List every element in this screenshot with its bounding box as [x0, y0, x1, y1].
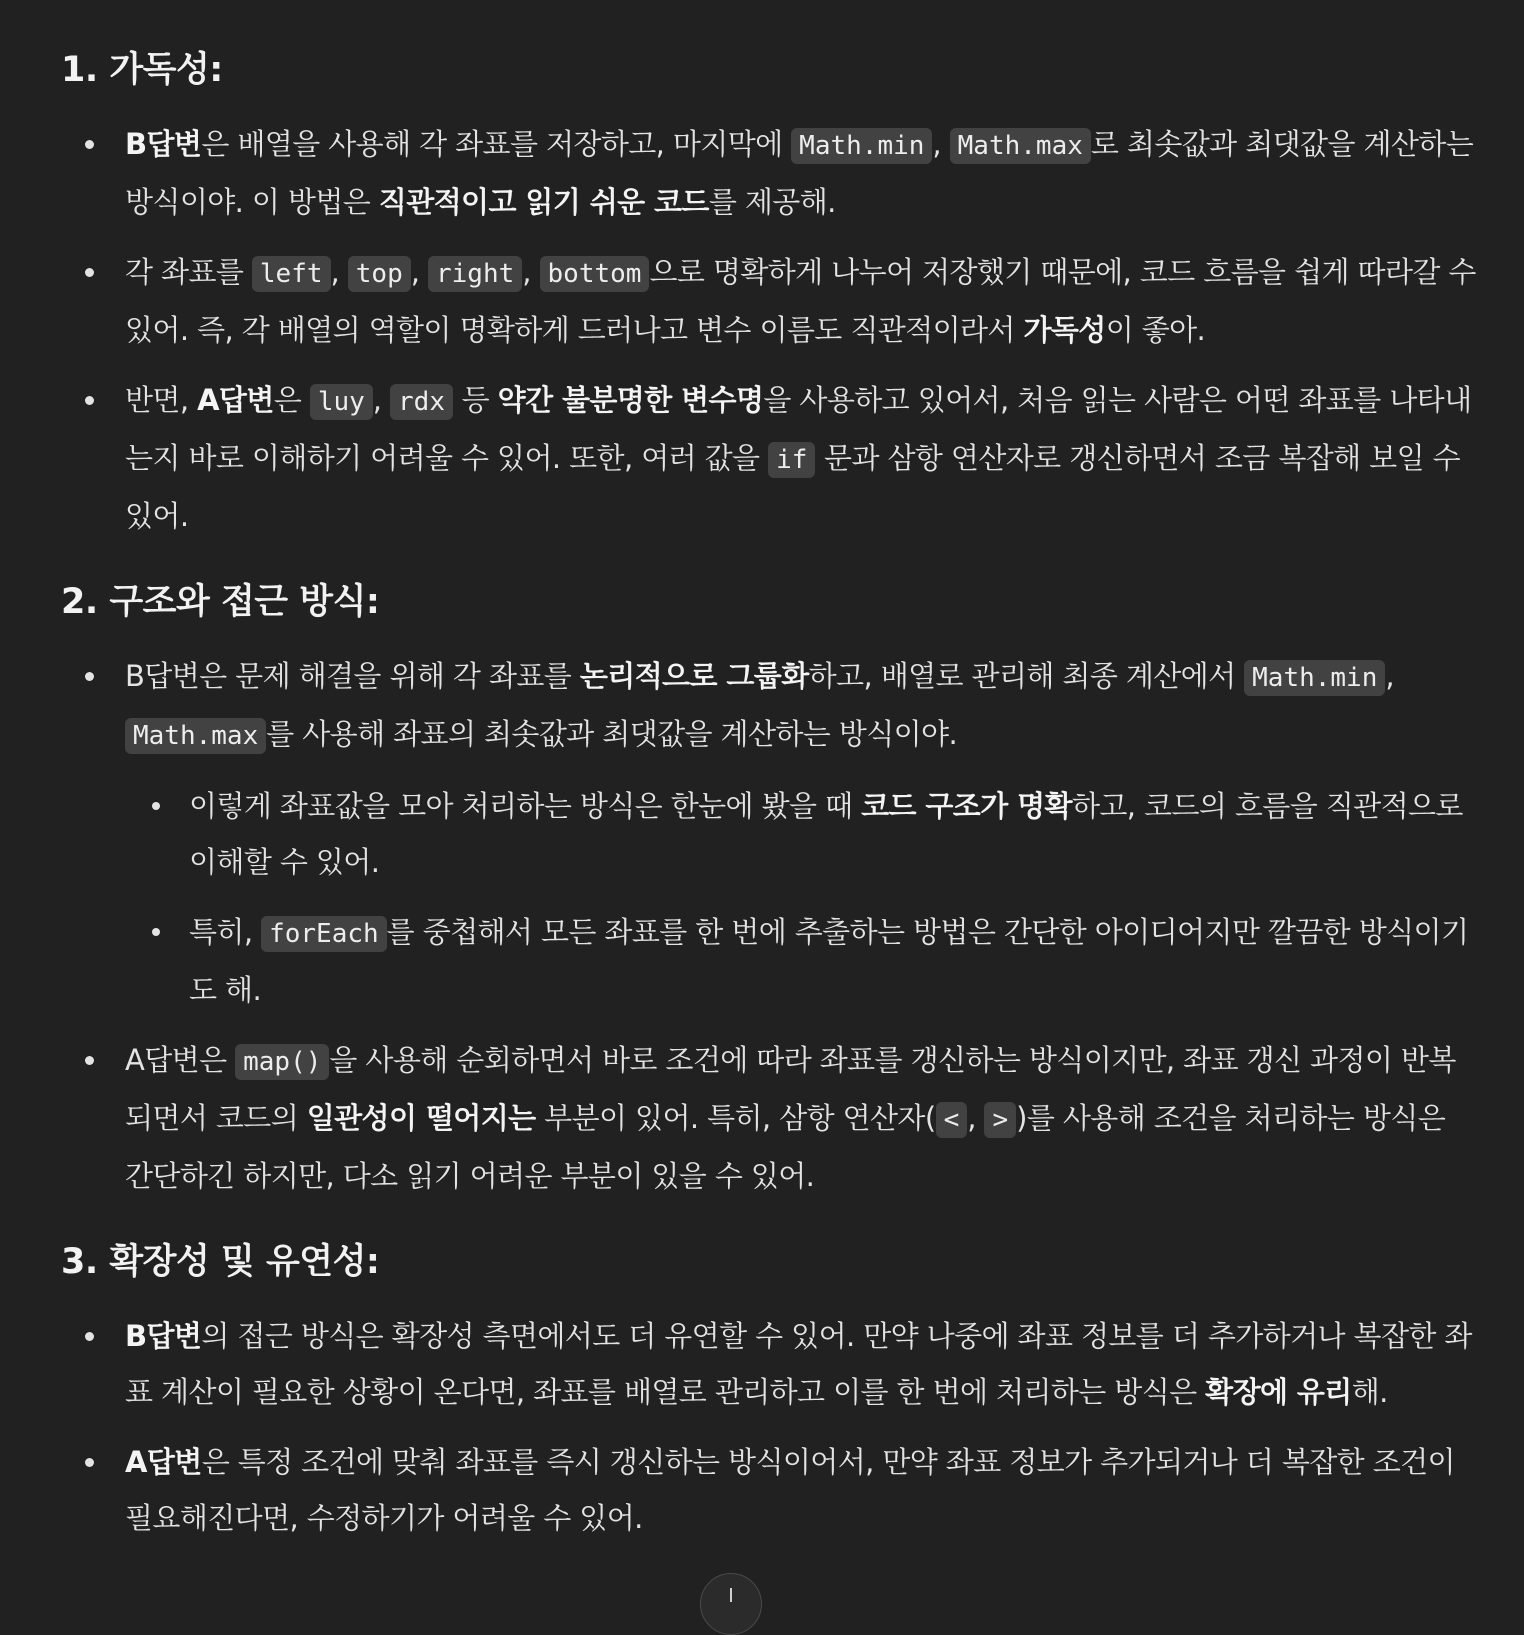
text: B답변은 문제 해결을 위해 각 좌표를: [125, 659, 580, 693]
bold-text: A답변: [125, 1445, 202, 1479]
section-heading: 2. 구조와 접근 방식:: [61, 582, 380, 622]
text: ,: [410, 255, 428, 289]
text: ,: [522, 255, 540, 289]
list-item: [125, 904, 1481, 1018]
text: 하고, 코드의 흐름을 직관적으로 이해할 수 있어.: [189, 789, 1463, 879]
text: ,: [967, 1101, 985, 1135]
inline-code: <: [936, 1102, 968, 1138]
text: 특히,: [189, 915, 262, 949]
inline-code: luy: [310, 384, 373, 420]
text: 을 사용하고 있어서, 처음 읽는 사람은 어떤 좌표를 나타내는지 바로 이해하기 어려울 수 있어. 또한, 여러 값을: [125, 383, 1472, 475]
bullet-list: [61, 1308, 1481, 1546]
inline-code: top: [348, 256, 411, 292]
text: 은 배열을 사용해 각 좌표를 저장하고, 마지막에: [201, 127, 792, 161]
inline-code: >: [984, 1102, 1016, 1138]
text: 를 사용해 좌표의 최솟값과 최댓값을 계산하는 방식이야.: [266, 717, 958, 751]
inline-code: bottom: [540, 256, 650, 292]
text: )를 사용해 조건을 처리하는 방식은 간단하긴 하지만, 다소 읽기 어려운 부분이 있을 수 있어.: [125, 1101, 1446, 1193]
text: A답변은: [125, 1043, 236, 1077]
section-heading: 1. 가독성:: [61, 50, 223, 90]
text: 의 접근 방식은 확장성 측면에서도 더 유연할 수 있어. 만약 나중에 좌표 정보를 더 추가하거나 복잡한 좌표 계산이 필요한 상황이 온다면, 좌표를 배열로 관리하고 이를 한 번에 처리하는 방식은: [125, 1319, 1472, 1409]
inline-code: map(): [235, 1044, 329, 1080]
arrow-down-icon: [730, 1588, 732, 1602]
inline-code: forEach: [261, 916, 387, 952]
list-item: [61, 1308, 1481, 1420]
text: 를 제공해.: [708, 185, 836, 219]
text: 해.: [1351, 1375, 1388, 1409]
inline-code: Math.min: [1244, 660, 1385, 696]
text: 문과 삼항 연산자로 갱신하면서 조금 복잡해 보일 수 있어.: [125, 441, 1461, 533]
bold-text: B답변: [125, 127, 202, 161]
text: 은 특정 조건에 맞춰 좌표를 즉시 갱신하는 방식이어서, 만약 좌표 정보가 추가되거나 더 복잡한 조건이 필요해진다면, 수정하기가 어려울 수 있어.: [125, 1445, 1455, 1535]
nested-bullet-list: [125, 778, 1481, 1018]
inline-code: left: [252, 256, 331, 292]
bullet-list: [61, 648, 1481, 1204]
text: ,: [932, 127, 950, 161]
text: ,: [1385, 659, 1394, 693]
bold-text: 확장에 유리: [1205, 1375, 1352, 1409]
text: 로 최솟값과 최댓값을 계산하는 방식이야. 이 방법은: [125, 127, 1474, 219]
section-structure: [61, 570, 1481, 1204]
text: 이 좋아.: [1105, 313, 1206, 347]
list-item: [61, 116, 1481, 230]
text: 으로 명확하게 나누어 저장했기 때문에, 코드 흐름을 쉽게 따라갈 수 있어. 즉, 각 배열의 역할이 명확하게 드러나고 변수 이름도 직관적이라서: [125, 255, 1476, 347]
text: 반면,: [125, 383, 198, 417]
list-item: [61, 1434, 1481, 1546]
scroll-to-bottom-button[interactable]: [700, 1573, 762, 1635]
response-content: [61, 38, 1481, 1546]
list-item: [61, 1032, 1481, 1204]
bold-text: 직관적이고 읽기 쉬운 코드: [378, 185, 709, 219]
text: 각 좌표를: [125, 255, 252, 289]
bold-text: 일관성이 떨어지는: [306, 1101, 536, 1135]
text: 하고, 배열로 관리해 최종 계산에서: [808, 659, 1245, 693]
bold-text: 약간 불분명한 변수명: [497, 383, 764, 417]
inline-code: Math.max: [125, 718, 266, 754]
inline-code: if: [768, 442, 815, 478]
inline-code: Math.min: [791, 128, 932, 164]
text: ,: [372, 383, 391, 417]
bold-text: A답변: [197, 383, 274, 417]
inline-code: rdx: [390, 384, 453, 420]
text: 부분이 있어. 특히, 삼항 연산자(: [535, 1101, 936, 1135]
bold-text: B답변: [125, 1319, 202, 1353]
list-item: [61, 244, 1481, 358]
text: ,: [330, 255, 348, 289]
text: 을 사용해 순회하면서 바로 조건에 따라 좌표를 갱신하는 방식이지만, 좌표 갱신 과정이 반복되면서 코드의: [125, 1043, 1456, 1135]
bullet-list: [61, 116, 1481, 544]
bold-text: 코드 구조가 명확: [861, 789, 1072, 823]
section-heading: 3. 확장성 및 유연성:: [61, 1242, 380, 1282]
inline-code: right: [428, 256, 522, 292]
list-item: [61, 648, 1481, 1018]
text: 를 중첩해서 모든 좌표를 한 번에 추출하는 방법은 간단한 아이디어지만 깔끔한 방식이기도 해.: [189, 915, 1469, 1007]
section-extensibility: [61, 1230, 1481, 1546]
section-readability: [61, 38, 1481, 544]
inline-code: Math.max: [950, 128, 1091, 164]
text: 은: [273, 383, 310, 417]
list-item: [125, 778, 1481, 890]
list-item: [61, 372, 1481, 544]
bold-text: 논리적으로 그룹화: [579, 659, 809, 693]
text: 등: [453, 383, 498, 417]
bold-text: 가독성: [1023, 313, 1106, 347]
text: 이렇게 좌표값을 모아 처리하는 방식은 한눈에 봤을 때: [189, 789, 862, 823]
